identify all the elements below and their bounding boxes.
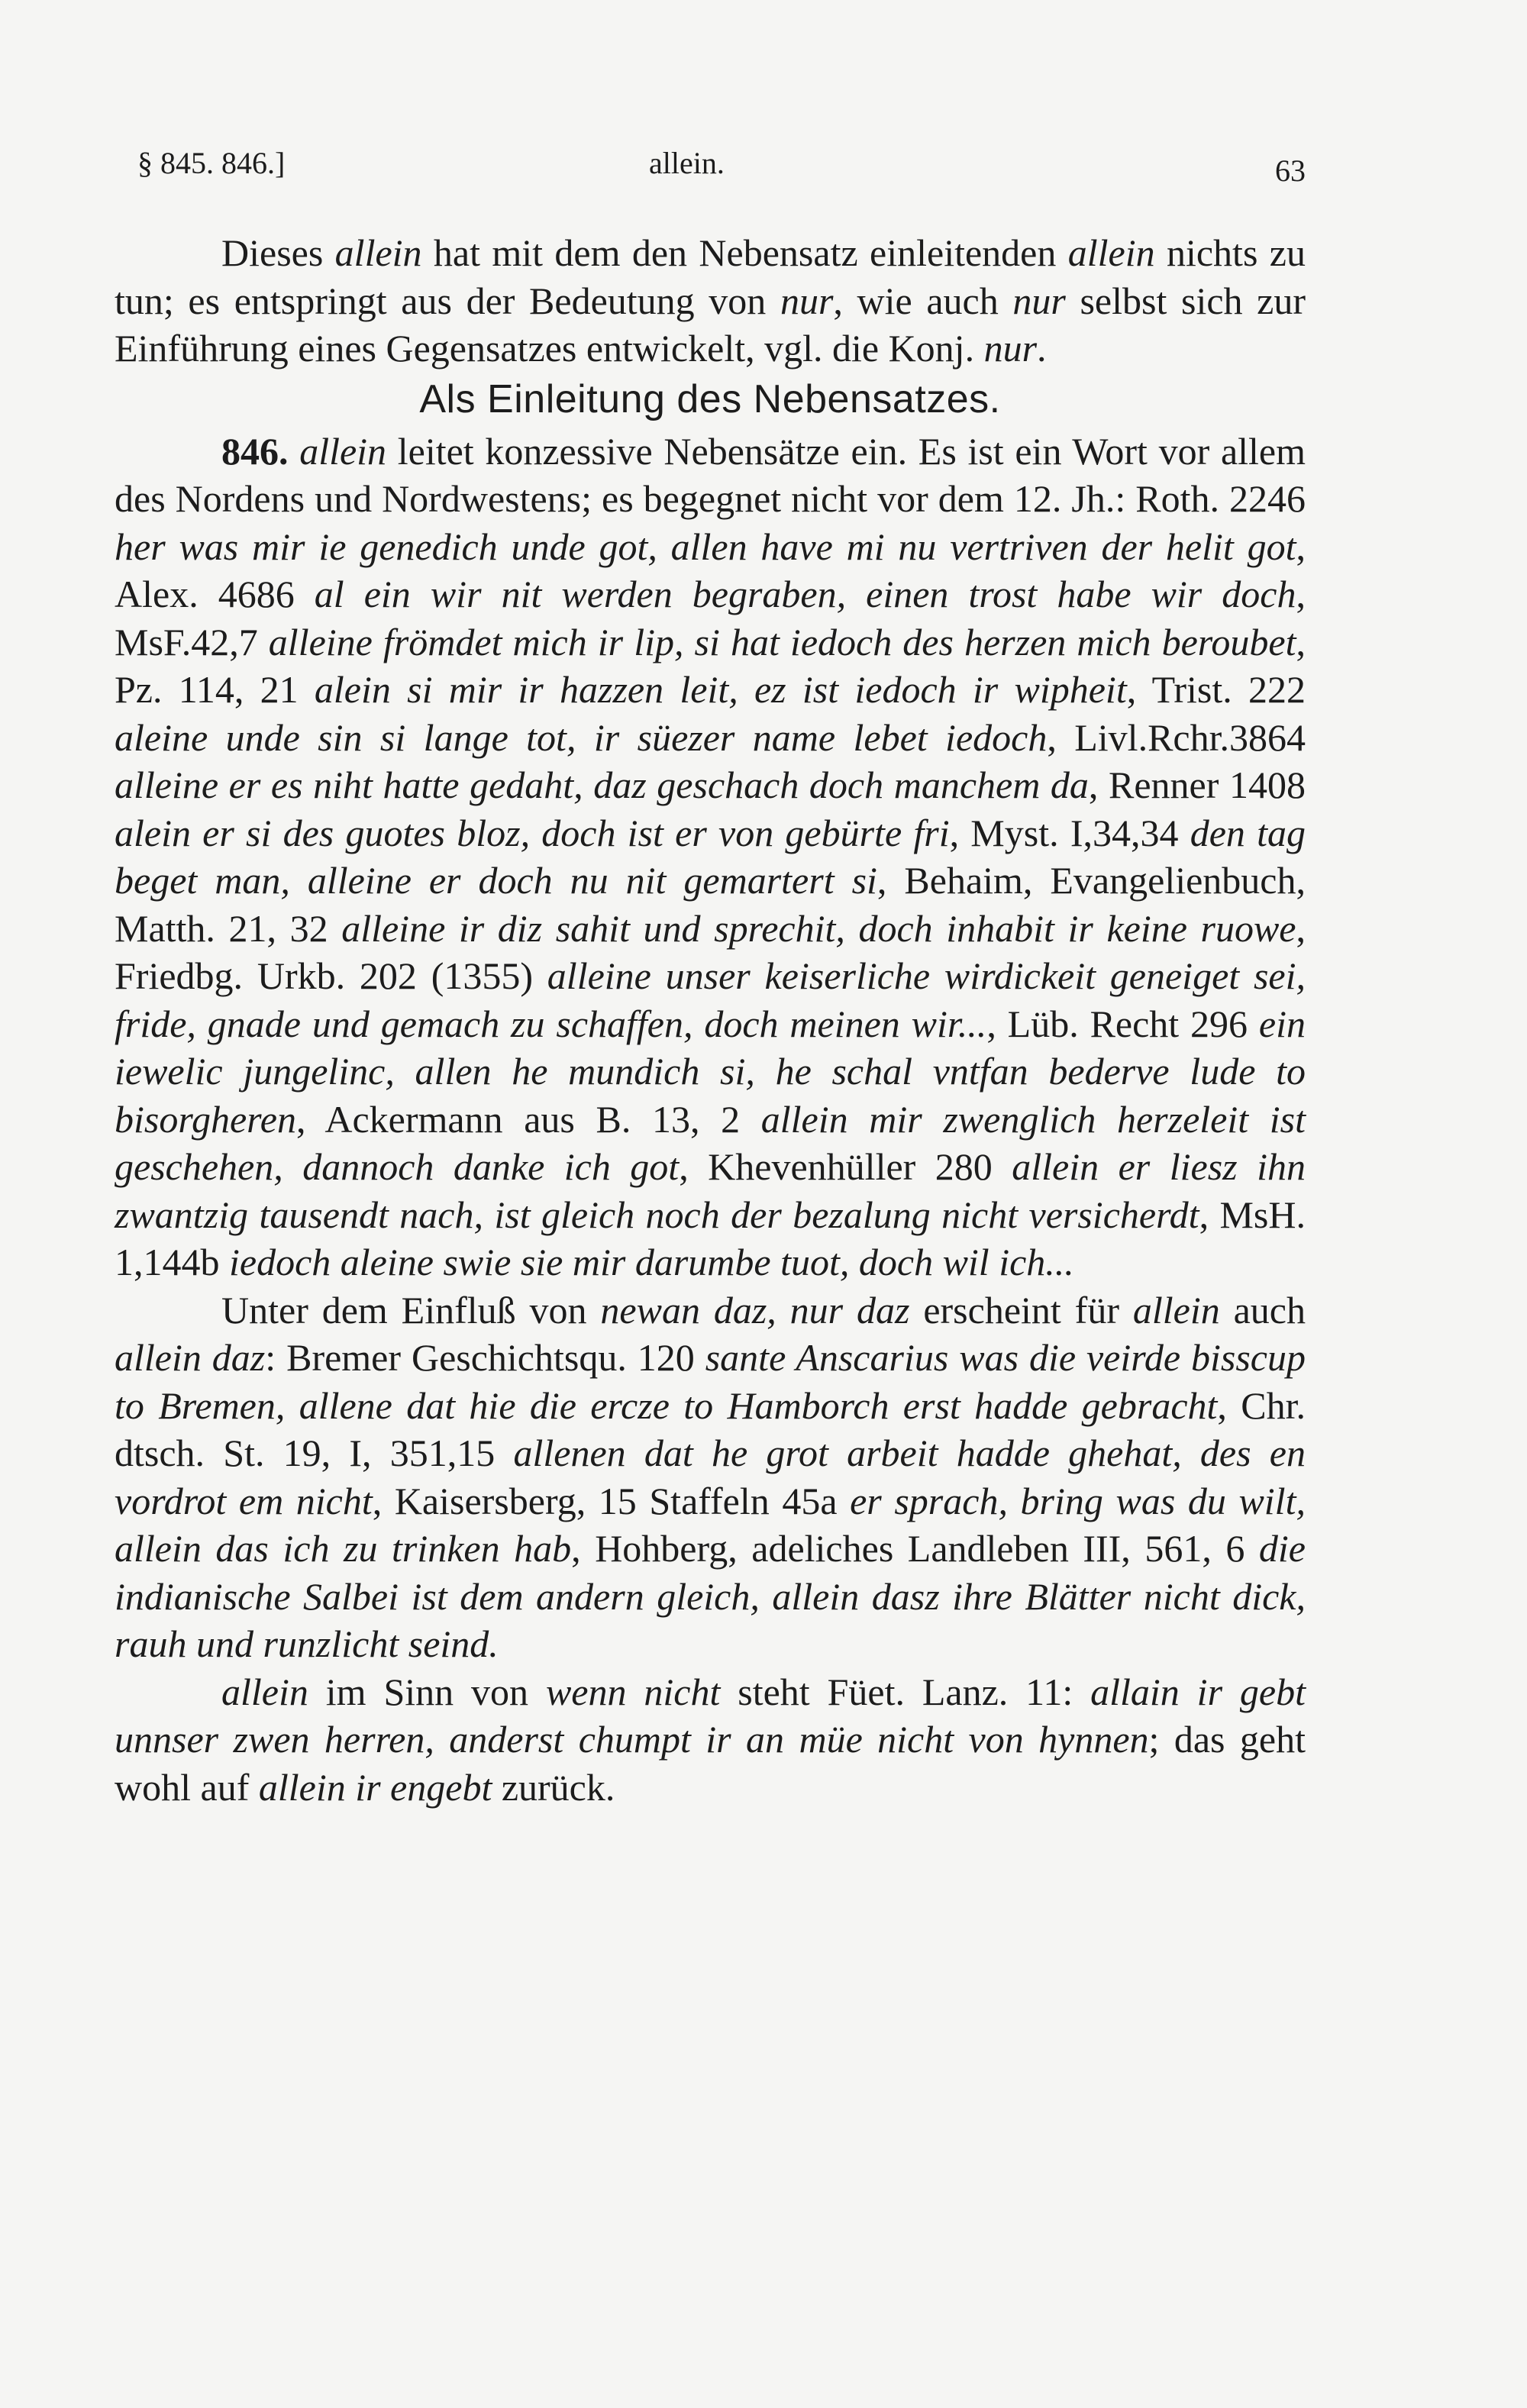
text-run: selbst sich zur Einführung eines Gegensatzes entwickelt, vgl. die Konj. xyxy=(115,279,1306,370)
text-run: , Renner 1408 xyxy=(1088,763,1306,806)
text-run: zurück. xyxy=(492,1765,615,1809)
text-run: , Livl.Rchr.3864 xyxy=(1047,715,1306,759)
header-keyword: allein. xyxy=(649,146,725,180)
text-run: , Trist. 222 xyxy=(1126,668,1306,711)
text-run: steht Füet. Lanz. 11: xyxy=(720,1670,1091,1713)
text-run: nichts zu tun; es entspringt aus der Bedeutung von xyxy=(115,231,1306,322)
text-run: ; das geht wohl auf xyxy=(115,1718,1306,1809)
text-run: , Lüb. Recht 296 xyxy=(986,1002,1259,1045)
text-run: : Bremer Geschichtsqu. 120 xyxy=(265,1336,705,1379)
text-run: , Friedbg. Urkb. 202 (1355) xyxy=(115,906,1306,997)
paragraph-846 xyxy=(115,428,1306,1286)
italic-quote: her was mir ie genedich unde got, allen have mi nu vertriven der helit got xyxy=(115,525,1296,568)
italic-quote: allein xyxy=(1132,1288,1220,1332)
italic-quote: allein er liesz ihn zwantzig tausendt nach, ist gleich noch der bezalung nicht versicherdt xyxy=(115,1145,1306,1236)
section-reference: § 845. 846.] xyxy=(137,146,286,180)
running-header xyxy=(137,145,1306,191)
text-run: hat mit dem den Nebensatz einleitenden xyxy=(421,231,1068,274)
italic-quote: allein ir engebt xyxy=(258,1765,492,1809)
italic-quote: nur xyxy=(780,279,834,322)
text-run: , Alex. 4686 xyxy=(115,525,1306,615)
text-run: , Hohberg, adeliches Landleben III, 561, 6 xyxy=(571,1527,1259,1570)
italic-quote: alein si mir ir hazzen leit, ez ist iedoch ir wipheit xyxy=(314,668,1127,711)
italic-quote: alein er si des guotes bloz, doch ist er von gebürte fri xyxy=(115,811,950,854)
text-run: leitet konzessive Nebensätze ein. Es ist ein Wort vor allem des Nordens und Nordwestens; es begegnet nicht vor dem 12. Jh.: Roth. 2246 xyxy=(115,429,1306,520)
section-heading: Als Einleitung des Nebensatzes. xyxy=(419,376,1001,421)
text-run: auch xyxy=(1219,1288,1306,1332)
italic-quote: ein iewelic jungelinc, allen he mundich si, he schal vntfan bederve lude to bisorgheren xyxy=(115,1002,1306,1141)
text-run: , Ackermann aus B. 13, 2 xyxy=(295,1097,761,1141)
paragraph-allein-daz xyxy=(115,1286,1306,1668)
text-run: , Kaisersberg, 15 Staffeln 45a xyxy=(372,1479,851,1522)
italic-quote: er sprach, bring was du wilt, allein das ich zu trinken hab xyxy=(115,1479,1306,1570)
italic-quote: aleine unde sin si lange tot, ir süezer name lebet iedoch xyxy=(115,715,1048,759)
intro-paragraph xyxy=(115,229,1306,373)
text-run: erscheint für xyxy=(909,1288,1133,1332)
text-run: , Khevenhüller 280 xyxy=(679,1145,1012,1188)
italic-quote: nur xyxy=(1012,279,1066,322)
italic-quote: den tag beget man, alleine er doch nu nit gemartert si xyxy=(115,811,1306,902)
italic-quote: allain ir gebt unnser zwen herren, anderst chumpt ir an müe nicht von hynnen xyxy=(115,1670,1306,1761)
section-number: 846. xyxy=(221,429,289,473)
text-run: , Chr. dtsch. St. 19, I, 351,15 xyxy=(115,1383,1306,1474)
italic-quote: alleine unser keiserliche wirdickeit geneiget sei, fride, gnade und gemach zu schaffen, doch meinen wir... xyxy=(115,954,1306,1045)
text-run xyxy=(289,430,300,473)
text-run: , Myst. I,34,34 xyxy=(949,811,1190,854)
text-run: , wie auch xyxy=(833,279,1013,322)
text-run: , MsF.42,7 xyxy=(115,573,1306,663)
italic-quote: allein xyxy=(334,231,422,274)
italic-quote: alleine ir diz sahit und sprechit, doch inhabit ir keine ruowe xyxy=(341,906,1296,950)
text-run: im Sinn von xyxy=(308,1670,546,1713)
italic-quote: alleine er es niht hatte gedaht, daz geschach doch manchem da xyxy=(115,763,1089,806)
italic-quote: alleine frömdet mich ir lip, si hat iedoch des herzen mich beroubet xyxy=(268,620,1296,663)
text-run: Unter dem Einfluß von xyxy=(221,1288,601,1332)
text-run: Dieses xyxy=(221,231,335,274)
italic-quote: allein xyxy=(221,1670,308,1713)
italic-quote: allein xyxy=(299,429,387,473)
italic-quote: wenn nicht xyxy=(545,1670,721,1713)
italic-quote: allein xyxy=(1067,231,1155,274)
italic-quote: allein daz xyxy=(115,1336,266,1379)
paragraph-wenn-nicht xyxy=(115,1668,1306,1812)
text-run: , Behaim, Evangelienbuch, Matth. 21, 32 xyxy=(115,859,1306,950)
italic-quote: nur xyxy=(983,327,1038,370)
page-body xyxy=(115,229,1306,1811)
text-run: , Pz. 114, 21 xyxy=(115,620,1306,711)
italic-quote: allenen dat he grot arbeit hadde ghehat, des en vordrot em nicht xyxy=(115,1432,1306,1522)
italic-quote: sante Anscarius was die veirde bisscup to Bremen, allene dat hie die ercze to Hamborch erst hadde gebracht xyxy=(115,1336,1306,1427)
italic-quote: newan daz, nur daz xyxy=(600,1288,910,1332)
italic-quote: die indianische Salbei ist dem andern gleich, allein dasz ihre Blätter nicht dick, rauh und runzlicht seind. xyxy=(115,1527,1306,1665)
italic-quote: al ein wir nit werden begraben, einen trost habe wir doch xyxy=(314,573,1296,615)
italic-quote: allein mir zwenglich herzeleit ist geschehen, dannoch danke ich got xyxy=(115,1097,1306,1188)
italic-quote: iedoch aleine swie sie mir darumbe tuot, doch wil ich... xyxy=(229,1241,1074,1283)
page-number: 63 xyxy=(1275,153,1306,188)
text-run: , MsH. 1,144b xyxy=(115,1193,1306,1283)
text-run: . xyxy=(1037,327,1047,370)
